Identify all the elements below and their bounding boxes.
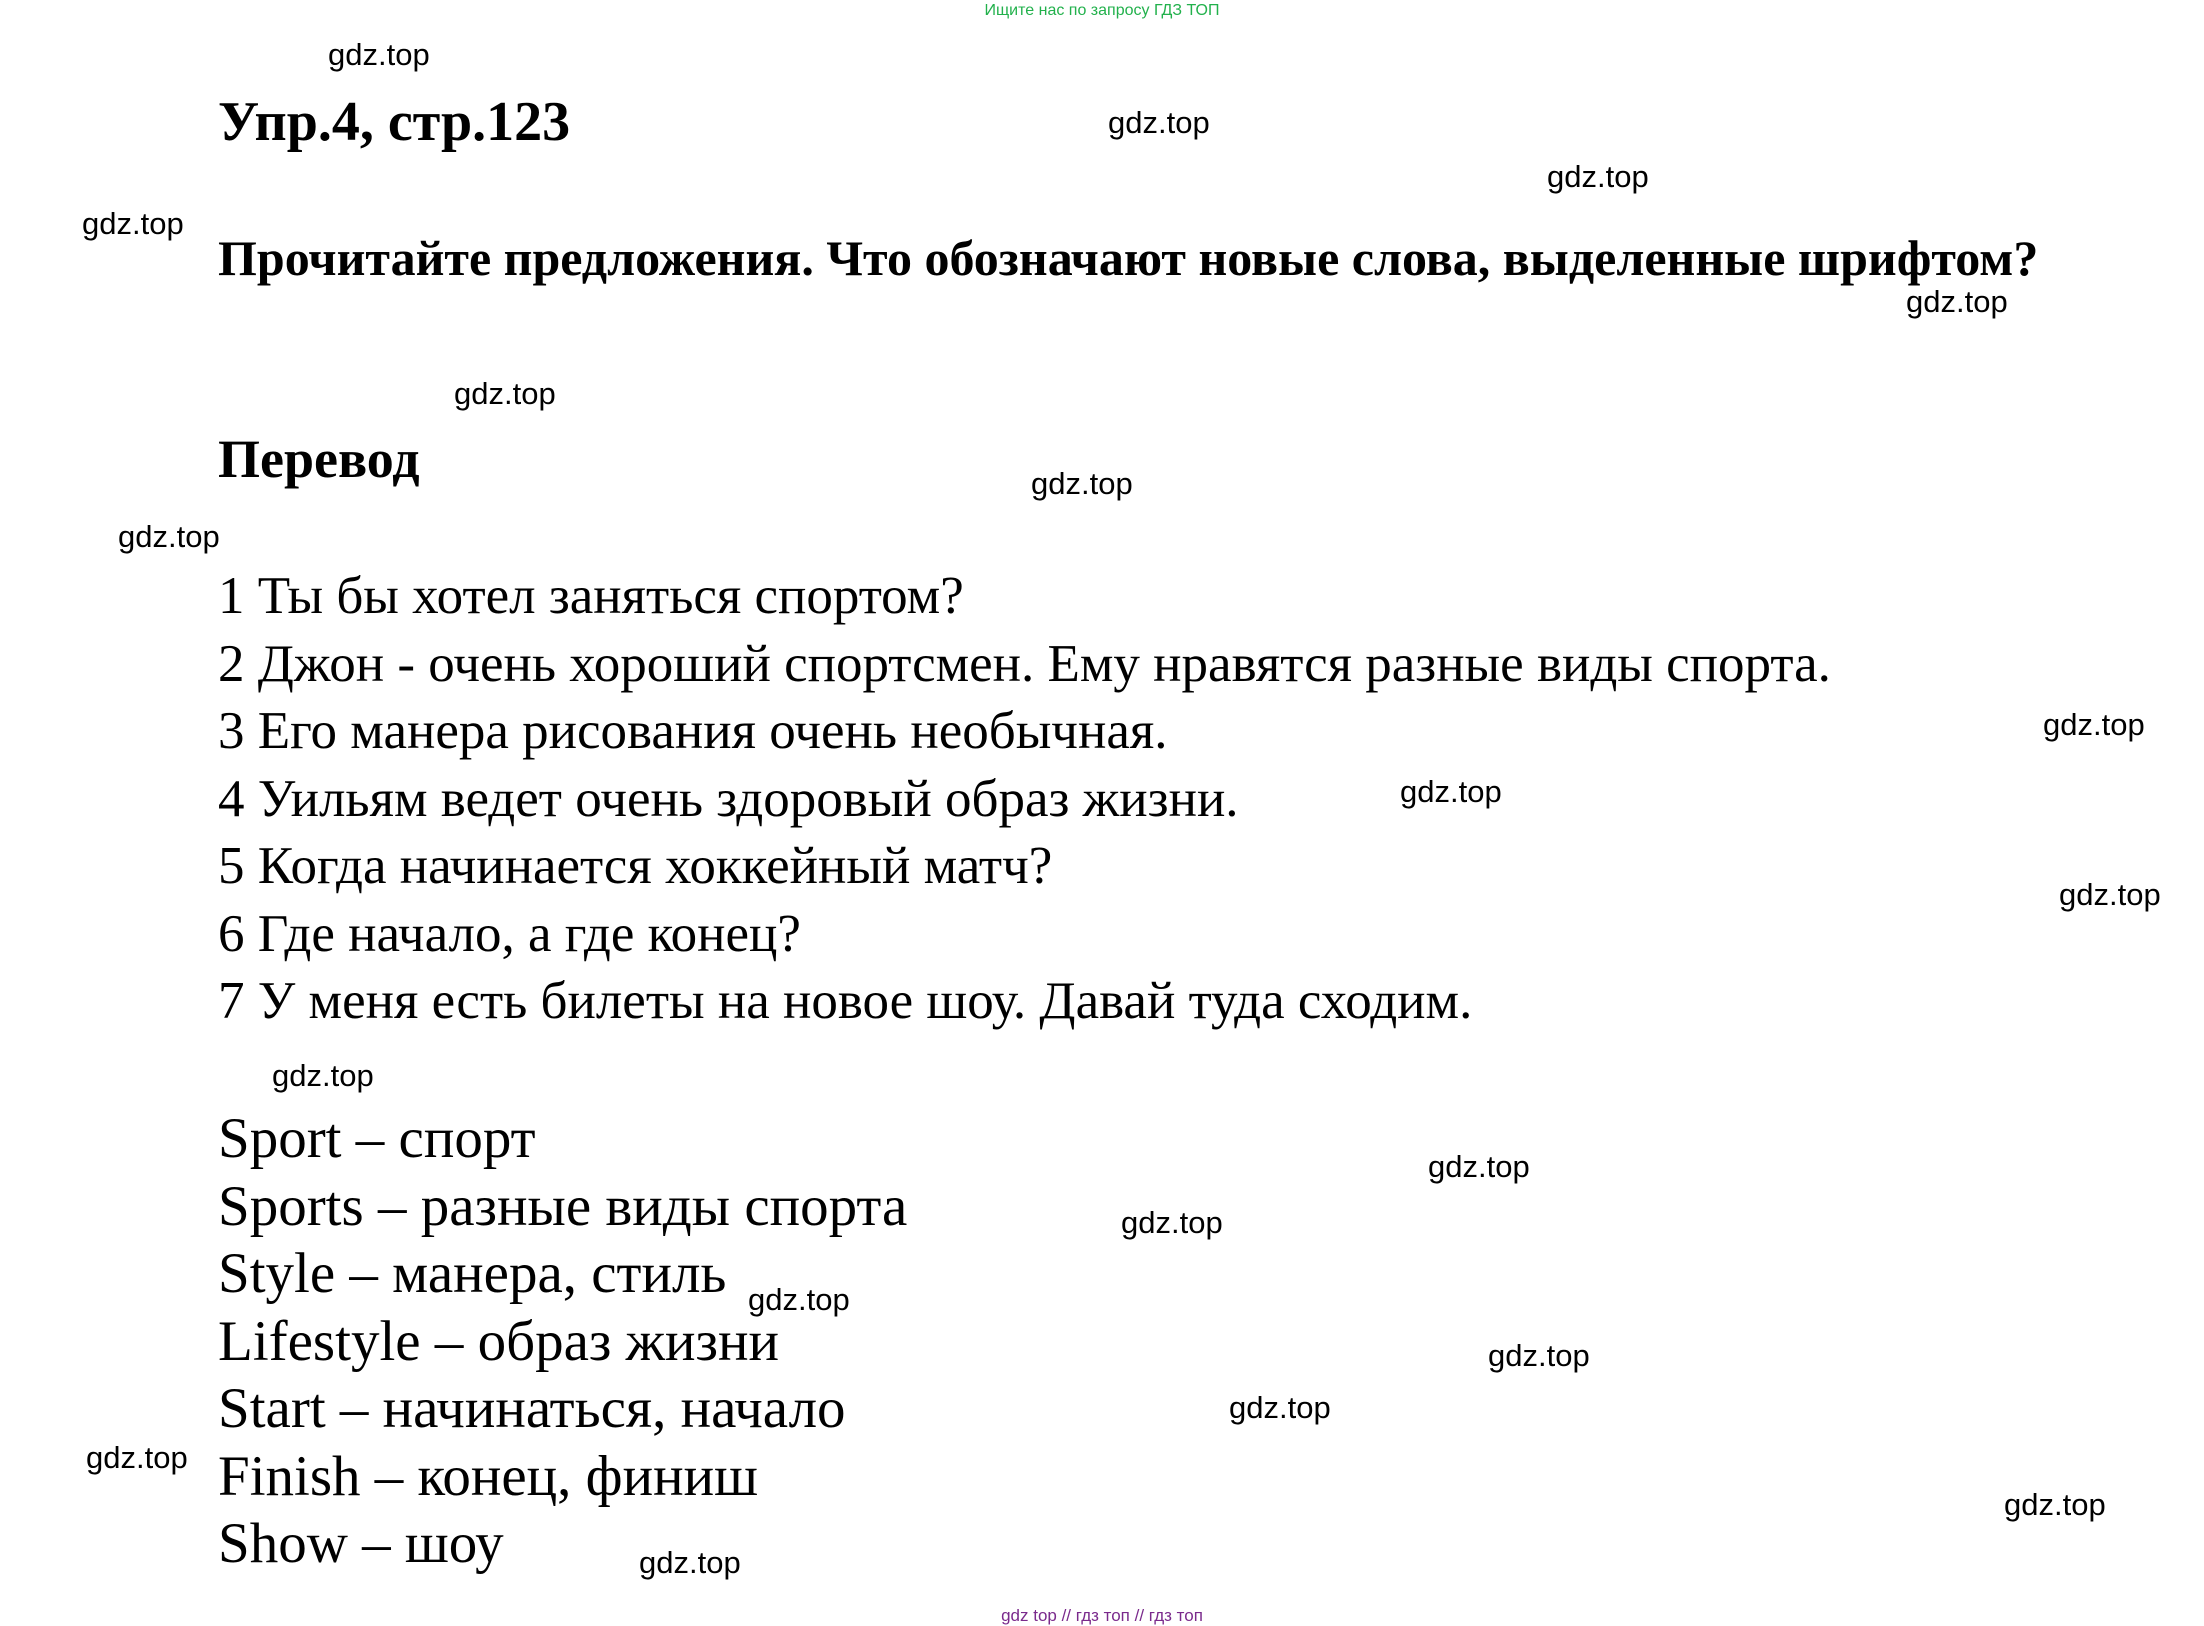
watermark: gdz.top (2004, 1487, 2106, 1522)
watermark: gdz.top (1400, 774, 1502, 809)
vocabulary-item: Finish – конец, финиш (218, 1444, 758, 1508)
vocabulary-item: Start – начинаться, начало (218, 1377, 846, 1440)
watermark: gdz.top (86, 1440, 188, 1475)
task-instruction: Прочитайте предложения. Что обозначают новые слова, выделенные шрифтом? (218, 230, 2039, 286)
translated-sentences-list (218, 563, 1831, 1036)
translation-heading: Перевод (218, 429, 420, 489)
sentence-item: 1 Ты бы хотел заняться спортом? (218, 567, 964, 625)
watermark: gdz.top (328, 37, 430, 72)
sentence-item: 3 Его манера рисования очень необычная. (218, 702, 1168, 760)
watermark: gdz.top (639, 1545, 741, 1580)
watermark: gdz.top (118, 519, 220, 554)
watermark: gdz.top (1121, 1205, 1223, 1240)
sentence-item: 7 У меня есть билеты на новое шоу. Давай туда сходим. (218, 972, 1473, 1030)
watermark: gdz.top (1906, 284, 2008, 319)
watermark: gdz.top (82, 206, 184, 241)
watermark: gdz.top (748, 1282, 850, 1317)
watermark: gdz.top (454, 376, 556, 411)
vocabulary-item: Sport – спорт (218, 1107, 536, 1170)
vocabulary-item: Show – шоу (218, 1512, 504, 1575)
watermark: gdz.top (272, 1058, 374, 1093)
watermark: gdz.top (2059, 877, 2161, 912)
exercise-title: Упр.4, стр.123 (218, 91, 571, 153)
watermark: gdz.top (1547, 159, 1649, 194)
watermark: gdz.top (1229, 1390, 1331, 1425)
watermark: gdz.top (1428, 1149, 1530, 1184)
watermark: gdz.top (1108, 105, 1210, 140)
vocabulary-item: Lifestyle – образ жизни (218, 1309, 780, 1373)
watermark: gdz.top (1488, 1338, 1590, 1373)
sentence-item: 6 Где начало, а где конец? (218, 904, 801, 963)
sentence-item: 4 Уильям ведет очень здоровый образ жизни. (218, 769, 1239, 828)
sentence-item: 5 Когда начинается хоккейный матч? (218, 837, 1053, 895)
watermark: gdz.top (2043, 707, 2145, 742)
footer-links: gdz top // гдз топ // гдз топ (1001, 1606, 1203, 1625)
watermark: gdz.top (1031, 466, 1133, 501)
vocabulary-item: Sports – разные виды спорта (218, 1174, 908, 1238)
top-banner: Ищите нас по запросу ГДЗ ТОП (984, 2, 1220, 19)
vocabulary-item: Style – манера, стиль (218, 1242, 727, 1305)
sentence-item: 2 Джон - очень хороший спортсмен. Ему нравятся разные виды спорта. (218, 634, 1831, 693)
vocabulary-list (218, 1105, 907, 1578)
